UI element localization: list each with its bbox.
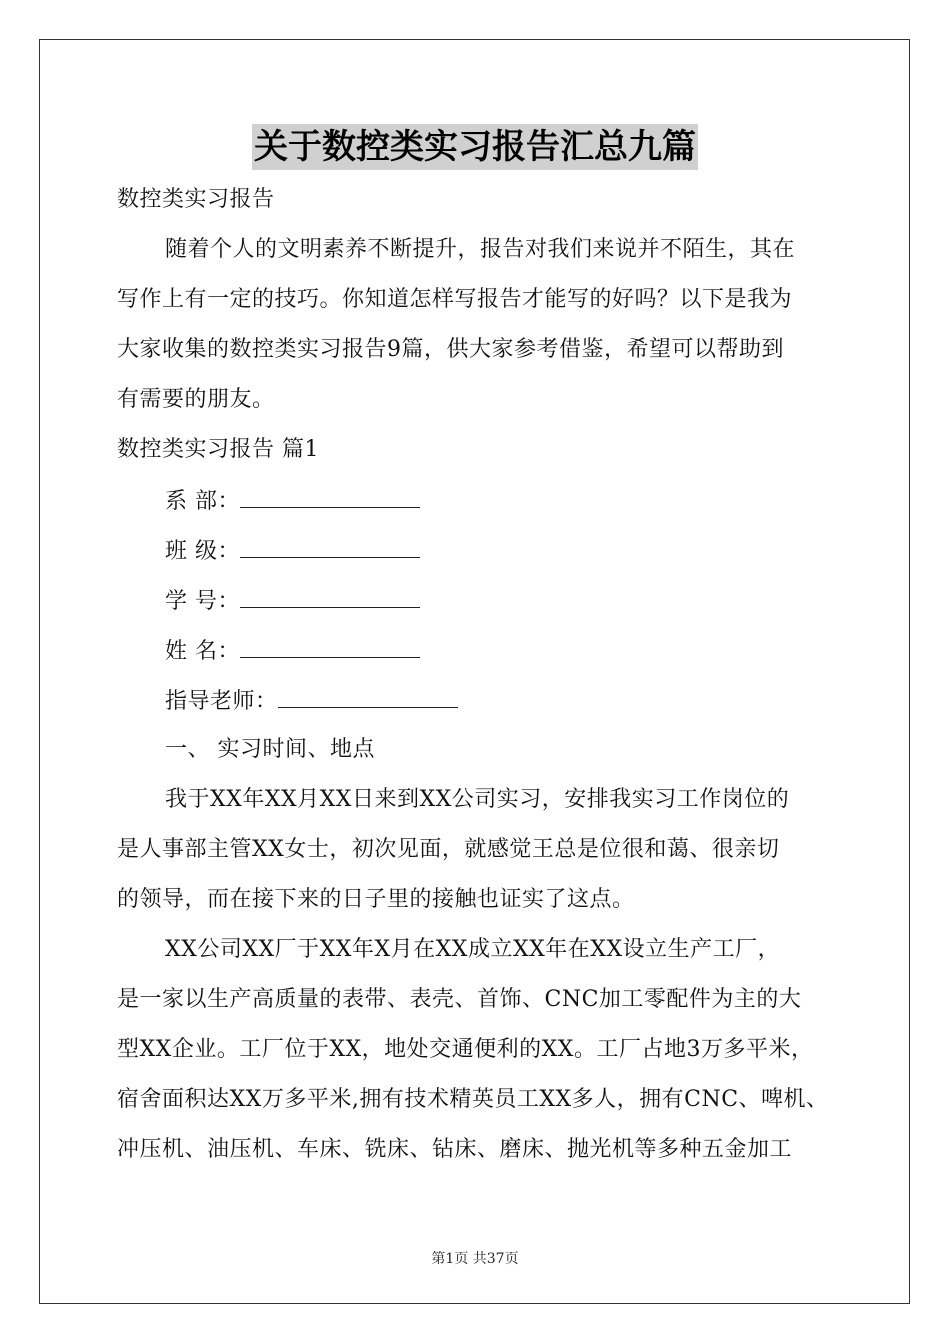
- field-class: [165, 535, 420, 567]
- para2-line-3: 型XX企业。工厂位于XX，地处交通便利的XX。工厂占地3万多平米，: [117, 1037, 814, 1062]
- document-title: 关于数控类实习报告汇总九篇: [252, 124, 698, 170]
- title-container: [0, 124, 950, 170]
- field-blank: [278, 685, 458, 708]
- para1-line-3: 的领导，而在接下来的日子里的接触也证实了这点。: [117, 887, 635, 912]
- field-blank: [240, 585, 420, 608]
- field-name: [165, 635, 420, 667]
- para2-line-4: 宿舍面积达XX万多平米,拥有技术精英员工XX多人，拥有CNC、啤机、: [117, 1087, 829, 1112]
- para2-line-5: 冲压机、油压机、车床、铣床、钻床、磨床、抛光机等多种五金加工: [117, 1137, 793, 1162]
- field-label: 姓 名：: [165, 639, 240, 664]
- field-blank: [240, 485, 420, 508]
- intro-line-4: 有需要的朋友。: [117, 387, 275, 412]
- part-heading: 一、 实习时间、地点: [165, 737, 375, 762]
- page-footer: 第1页 共37页: [431, 1251, 519, 1267]
- field-advisor: [165, 685, 458, 717]
- field-label: 班 级：: [165, 539, 240, 564]
- field-department: [165, 485, 420, 517]
- para1-line-2: 是人事部主管XX女士，初次见面，就感觉王总是位很和蔼、很亲切: [117, 837, 780, 862]
- field-student-id: [165, 585, 420, 617]
- para2-line-1: XX公司XX厂于XX年X月在XX成立XX年在XX设立生产工厂，: [165, 937, 781, 962]
- section-heading: 数控类实习报告 篇1: [117, 437, 319, 462]
- field-label: 系 部：: [165, 489, 240, 514]
- field-blank: [240, 635, 420, 658]
- para1-line-1: 我于XX年XX月XX日来到XX公司实习，安排我实习工作岗位的: [165, 787, 790, 812]
- intro-line-2: 写作上有一定的技巧。你知道怎样写报告才能写的好吗？以下是我为: [117, 287, 793, 312]
- document-subtitle: 数控类实习报告: [117, 187, 275, 212]
- field-label: 指导老师：: [165, 689, 278, 714]
- intro-line-3: 大家收集的数控类实习报告9篇，供大家参考借鉴，希望可以帮助到: [117, 337, 784, 362]
- field-blank: [240, 535, 420, 558]
- para2-line-2: 是一家以生产高质量的表带、表壳、首饰、CNC加工零配件为主的大: [117, 987, 802, 1012]
- intro-line-1: 随着个人的文明素养不断提升，报告对我们来说并不陌生，其在: [165, 237, 796, 262]
- field-label: 学 号：: [165, 589, 240, 614]
